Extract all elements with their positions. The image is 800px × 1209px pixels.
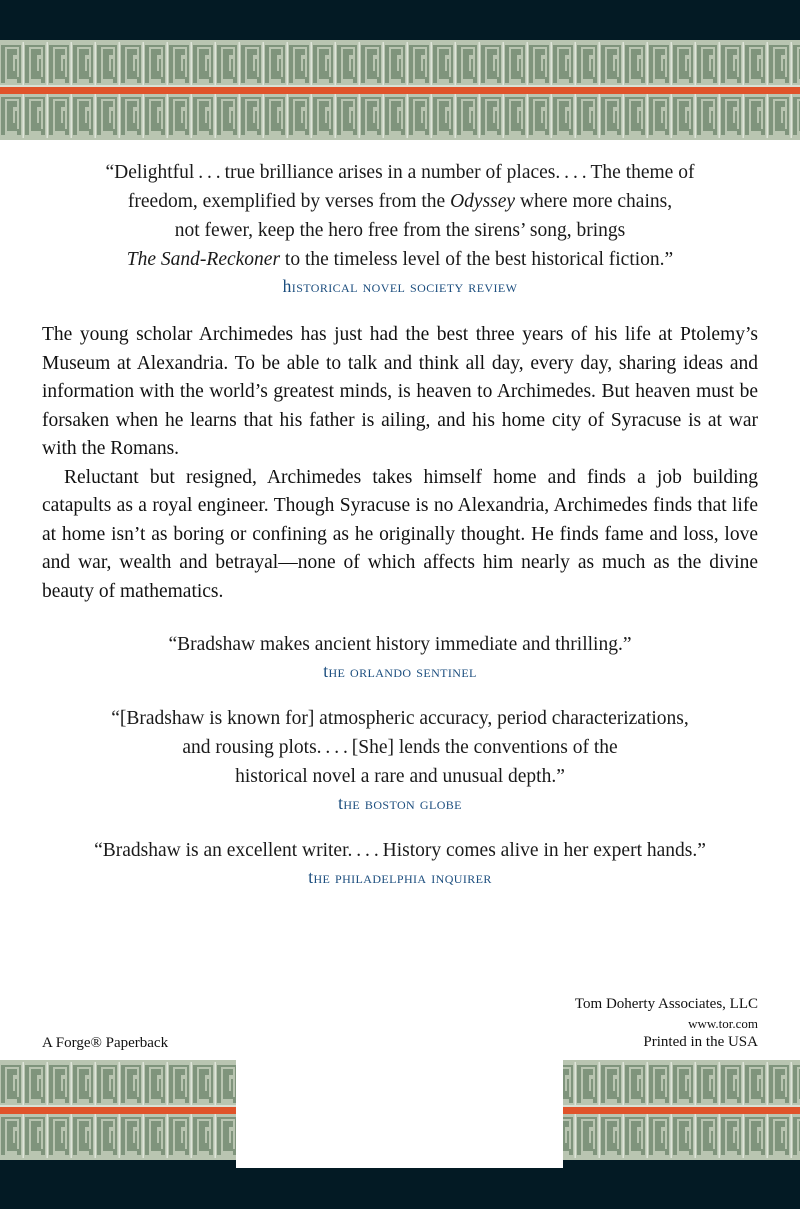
greek-key-pattern-icon [0, 42, 800, 86]
blurb-text [42, 836, 758, 865]
blurb-attribution: the boston globe [338, 793, 462, 813]
publisher-footer [42, 990, 758, 1060]
blurb-line: not fewer, keep the hero free from the sirens’ song, brings [174, 220, 626, 241]
publisher-block [575, 995, 758, 1052]
blurb-line: “Bradshaw makes ancient history immediate and thrilling.” [168, 634, 632, 655]
blurb-orlando-sentinel [42, 630, 758, 682]
blurb-attribution: historical novel society review [282, 276, 518, 296]
blurb-line: historical novel a rare and unusual depth.” [235, 766, 565, 787]
blurb-attribution: the philadelphia inquirer [308, 867, 492, 887]
blurb-historical-novel-society [42, 158, 758, 297]
blurb-line: and rousing plots. . . . [She] lends the conventions of the [182, 737, 618, 758]
imprint-label: A Forge® Paperback [42, 1035, 169, 1051]
blurb-line: The Sand-Reckoner to the timeless level of the best historical fiction.” [126, 249, 674, 270]
back-cover-text [0, 140, 800, 1060]
greek-key-pattern-icon [0, 94, 800, 138]
meander-row-lower [0, 94, 800, 138]
blurb-text [42, 704, 758, 791]
meander-row-upper [0, 42, 800, 86]
blurb-line: “Bradshaw is an excellent writer. . . . History comes alive in her expert hands.” [94, 840, 706, 861]
publisher-name: Tom Doherty Associates, LLC [574, 996, 758, 1012]
orange-accent-stripe-top [0, 87, 800, 94]
blurb-line: freedom, exemplified by verses from the Odyssey where more chains, [127, 191, 673, 212]
blurb-text [42, 158, 758, 274]
title-sand-reckoner: The Sand-Reckoner [126, 249, 281, 270]
blurb-line: “Delightful . . . true brilliance arises in a number of places. . . . The theme of [105, 162, 695, 183]
blurb-boston-globe [42, 704, 758, 814]
barcode-area [236, 1060, 563, 1168]
printed-in-label: Printed in the USA [643, 1034, 758, 1050]
blurb-attribution: the orlando sentinel [323, 661, 477, 681]
top-greek-key-border [0, 40, 800, 140]
blurb-text [42, 630, 758, 659]
title-odyssey: Odyssey [450, 191, 516, 212]
blurb-philadelphia-inquirer [42, 836, 758, 888]
description-paragraph-1: The young scholar Archimedes has just had the best three years of his life at Ptolemy’s Museum at Alexandria. To be able to talk and think all day, every day, sharing ideas and information with the world’s greatest minds, is heaven to Archimedes. But heaven must be forsaken when he learns that his father is ailing, and his home city of Syracuse is at war with the Romans. [42, 324, 758, 459]
publisher-website[interactable]: www.tor.com [688, 1016, 758, 1031]
description-paragraph-2: Reluctant but resigned, Archimedes takes himself home and finds a job building catapults as a royal engineer. Though Syracuse is no Alexandria, Archimedes finds that life at home isn’t as boring or confining as he originally thought. He finds fame and loss, love and war, wealth and betrayal—none of which affects him nearly as much as the divine beauty of mathematics. [42, 466, 758, 602]
blurb-line: “[Bradshaw is known for] atmospheric accuracy, period characterizations, [111, 708, 689, 729]
